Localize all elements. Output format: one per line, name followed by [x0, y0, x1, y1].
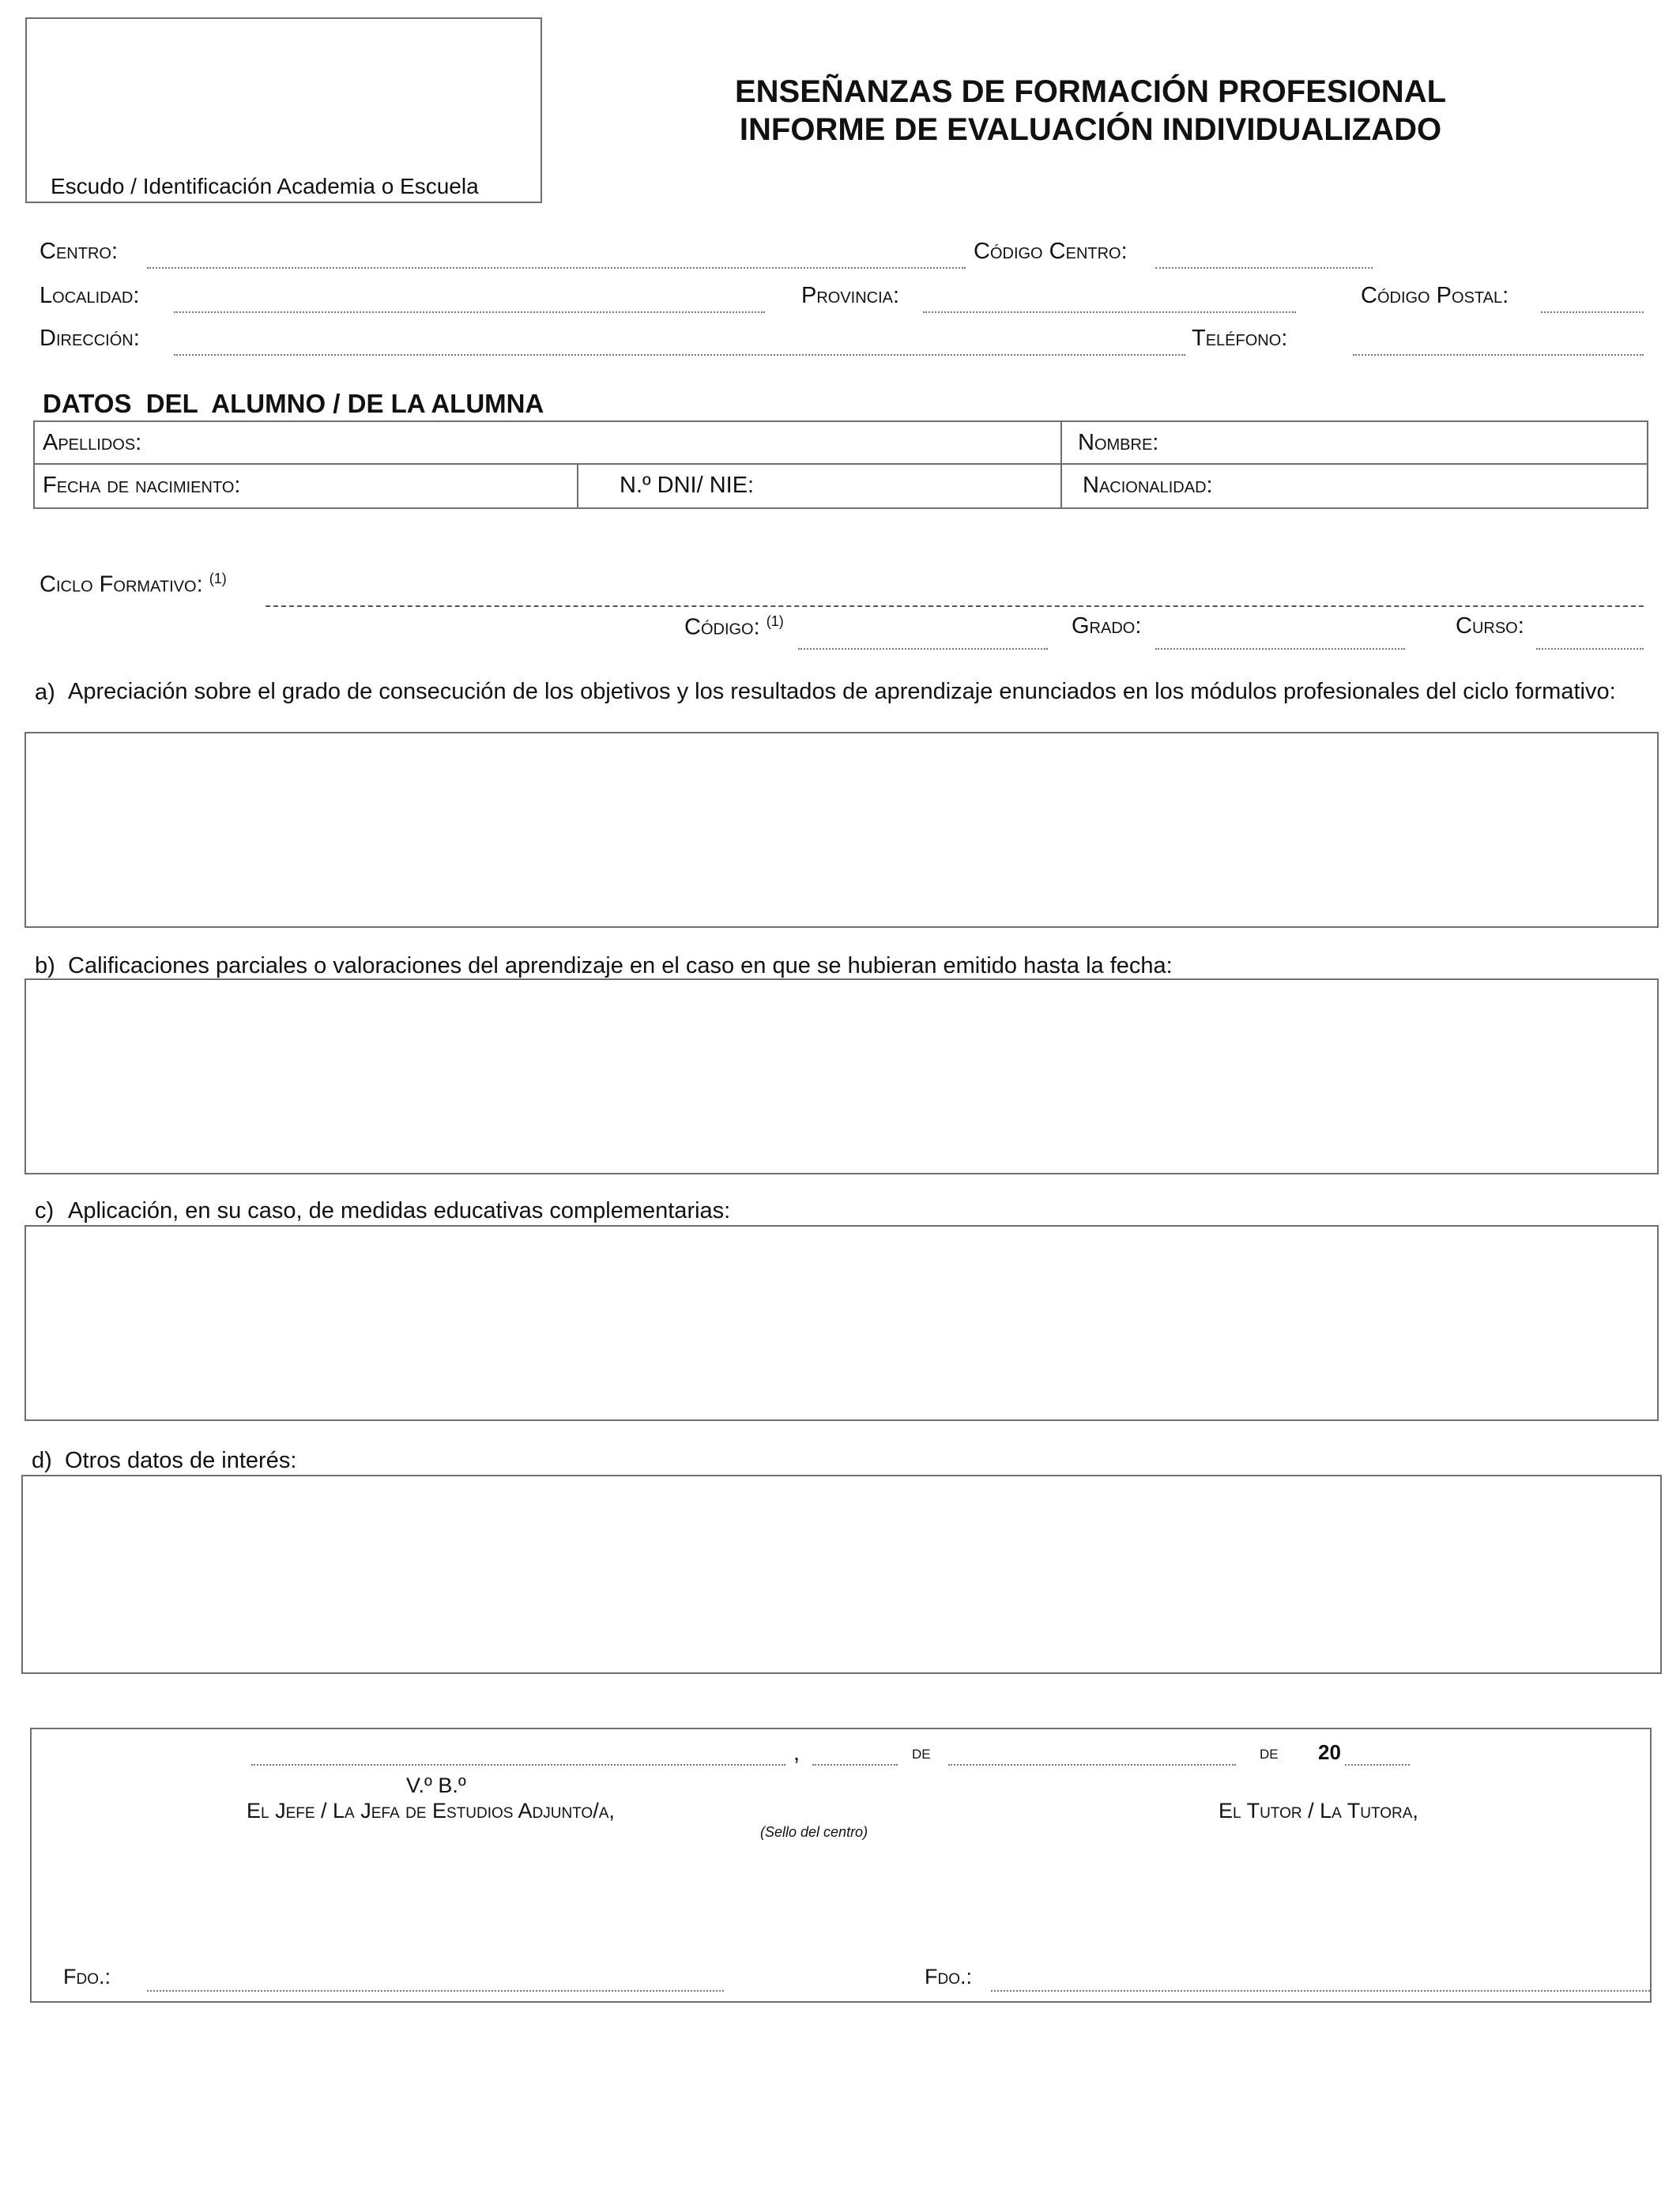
nombre-label: Nombre:	[1078, 430, 1159, 455]
section-d-text: Otros datos de interés:	[65, 1448, 297, 1473]
telefono-label: Teléfono:	[1192, 326, 1288, 351]
visto-bueno: V.º B.º	[406, 1774, 466, 1797]
codigo-note: (1)	[766, 613, 784, 629]
codigo-centro-label: Código Centro:	[974, 239, 1128, 264]
section-a-text: Apreciación sobre el grado de consecución de los objetivos y los resultados de aprendizaje enunciados en los módulos profesionales del ciclo formativo:	[68, 679, 1616, 704]
grado-label: Grado:	[1072, 613, 1142, 639]
localidad-label: Localidad:	[40, 283, 140, 308]
alumno-heading: DATOS DEL ALUMNO / DE LA ALUMNA	[43, 389, 544, 418]
tutor-label: El Tutor / La Tutora,	[1219, 1799, 1418, 1823]
provincia-label: Provincia:	[801, 283, 900, 308]
localidad-field[interactable]	[174, 311, 765, 313]
year-field[interactable]	[1345, 1764, 1410, 1766]
centro-label: Centro:	[40, 239, 118, 264]
telefono-field[interactable]	[1353, 354, 1644, 356]
alumno-col-divider-mid	[577, 463, 578, 509]
provincia-field[interactable]	[923, 311, 1296, 313]
ciclo-label	[40, 571, 227, 598]
date-comma: ,	[793, 1740, 800, 1766]
ciclo-field[interactable]	[266, 605, 1644, 607]
document-title-line1: ENSEÑANZAS DE FORMACIÓN PROFESIONAL	[734, 74, 1447, 109]
alumno-table	[33, 420, 1648, 509]
section-b-box[interactable]	[24, 978, 1659, 1174]
section-c-text: Aplicación, en su caso, de medidas educativas complementarias:	[68, 1198, 731, 1223]
fdo-right-label: Fdo.:	[925, 1965, 972, 1989]
section-a-box[interactable]	[24, 732, 1659, 928]
codigo-postal-field[interactable]	[1541, 311, 1644, 313]
section-d-box[interactable]	[21, 1475, 1662, 1674]
place-field[interactable]	[251, 1764, 785, 1766]
month-field[interactable]	[948, 1764, 1236, 1766]
codigo-centro-field[interactable]	[1155, 267, 1373, 269]
jefe-estudios-label: El Jefe / La Jefa de Estudios Adjunto/a,	[247, 1799, 615, 1823]
date-de-1: de	[912, 1742, 931, 1763]
section-a-marker: a)	[35, 680, 55, 705]
direccion-label: Dirección:	[40, 326, 140, 351]
signature-box	[30, 1728, 1652, 2003]
document-title-line2: INFORME DE EVALUACIÓN INDIVIDUALIZADO	[739, 112, 1442, 147]
codigo-label-text: Código:	[684, 614, 760, 640]
day-field[interactable]	[812, 1764, 898, 1766]
section-b-marker: b)	[35, 953, 55, 978]
alumno-col-divider-right	[1060, 420, 1062, 509]
codigo-label	[684, 613, 784, 641]
grado-field[interactable]	[1155, 648, 1405, 650]
centro-field[interactable]	[147, 267, 966, 269]
year-prefix: 20	[1318, 1740, 1341, 1764]
fdo-right-field[interactable]	[991, 1990, 1650, 1992]
alumno-row-divider	[33, 463, 1648, 465]
section-b-text: Calificaciones parciales o valoraciones del aprendizaje en el caso en que se hubieran emitido hasta la fecha:	[68, 953, 1173, 978]
codigo-field[interactable]	[798, 648, 1048, 650]
fecha-nacimiento-label: Fecha de nacimiento:	[43, 473, 241, 498]
dni-label: N.º DNI/ NIE:	[620, 473, 755, 498]
fdo-left-label: Fdo.:	[63, 1965, 111, 1989]
apellidos-label: Apellidos:	[43, 430, 142, 455]
nacionalidad-label: Nacionalidad:	[1083, 473, 1213, 498]
direccion-field[interactable]	[174, 354, 1185, 356]
section-c-marker: c)	[35, 1198, 55, 1223]
ciclo-label-text: Ciclo Formativo:	[40, 571, 203, 598]
fdo-left-field[interactable]	[147, 1990, 724, 1992]
logo-caption: Escudo / Identificación Academia o Escuela	[51, 174, 479, 198]
codigo-postal-label: Código Postal:	[1361, 283, 1509, 308]
curso-field[interactable]	[1536, 648, 1644, 650]
curso-label: Curso:	[1456, 613, 1524, 639]
ciclo-note: (1)	[209, 571, 227, 586]
date-de-2: de	[1260, 1742, 1279, 1763]
section-d-marker: d)	[32, 1448, 52, 1473]
sello-centro: (Sello del centro)	[760, 1824, 868, 1840]
section-c-box[interactable]	[24, 1225, 1659, 1421]
